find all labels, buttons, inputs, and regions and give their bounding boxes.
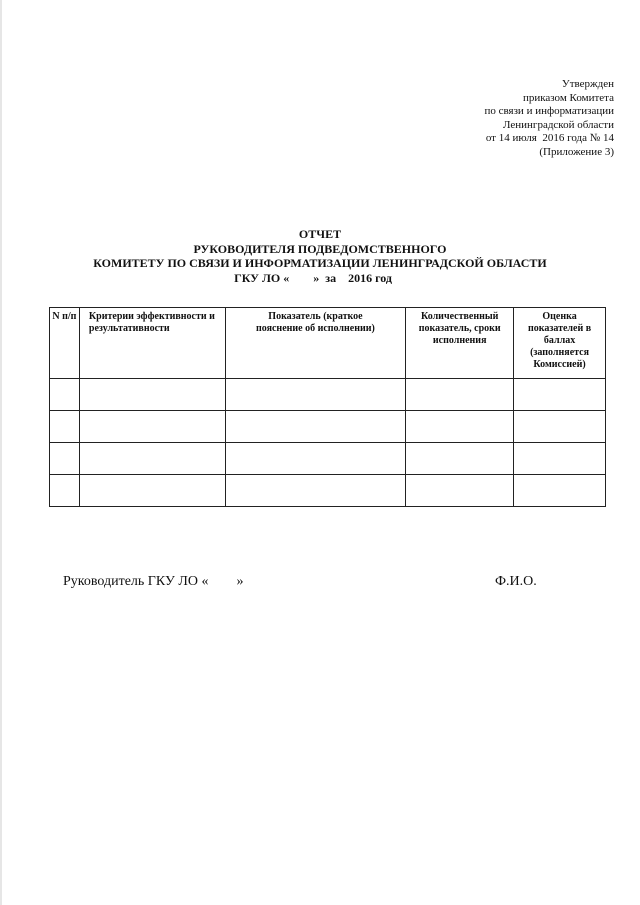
header-score: Оценка показателей в баллах (заполняется Комиссией): [514, 308, 606, 379]
header-number: N п/п: [50, 308, 80, 379]
table-row: [50, 443, 606, 475]
table-cell[interactable]: [79, 443, 225, 475]
table-cell[interactable]: [514, 443, 606, 475]
approval-line: Ленинградской области: [503, 118, 614, 131]
table-cell[interactable]: [79, 475, 225, 507]
approval-line: по связи и информатизации: [484, 105, 614, 117]
table-cell[interactable]: [50, 379, 80, 411]
signature-name: Ф.И.О.: [495, 574, 537, 589]
table-cell[interactable]: [406, 475, 514, 507]
table-cell[interactable]: [79, 379, 225, 411]
approval-line: (Приложение 3): [539, 145, 614, 158]
table-cell[interactable]: [514, 411, 606, 443]
table-cell[interactable]: [406, 411, 514, 443]
table-cell[interactable]: [50, 475, 80, 507]
table-cell[interactable]: [79, 411, 225, 443]
header-criteria: Критерии эффективности и результативности: [79, 308, 225, 379]
title-line: ОТЧЕТ: [298, 227, 342, 241]
table-cell[interactable]: [225, 443, 406, 475]
approval-line: от 14 июля 2016 года № 14: [485, 132, 614, 144]
table-cell[interactable]: [514, 475, 606, 507]
title-line: ГКУ ЛО « » за 2016 год: [234, 270, 392, 285]
table-cell[interactable]: [225, 475, 406, 507]
table-header-row: [50, 308, 606, 379]
table-row: [50, 475, 606, 507]
header-quantity: Количественный показатель, сроки исполнения: [406, 308, 514, 379]
signature-position: Руководитель ГКУ ЛО « »: [63, 574, 244, 589]
table-row: [50, 379, 606, 411]
table-cell[interactable]: [225, 379, 406, 411]
table-cell[interactable]: [514, 379, 606, 411]
scan-edge: [0, 0, 2, 905]
table-cell[interactable]: [50, 443, 80, 475]
table-row: [50, 411, 606, 443]
approval-block: [484, 78, 614, 159]
title-line: РУКОВОДИТЕЛЯ ПОДВЕДОМСТВЕННОГО: [193, 241, 447, 256]
table-cell[interactable]: [225, 411, 406, 443]
table-cell[interactable]: [406, 379, 514, 411]
table-cell[interactable]: [50, 411, 80, 443]
report-table: [49, 307, 606, 507]
title-line: КОМИТЕТУ ПО СВЯЗИ И ИНФОРМАТИЗАЦИИ ЛЕНИНГРАДСКОЙ ОБЛАСТИ: [93, 256, 547, 270]
approval-line: приказом Комитета: [522, 91, 614, 104]
table-cell[interactable]: [406, 443, 514, 475]
document-title: [0, 227, 640, 285]
approval-line: Утвержден: [561, 78, 614, 90]
header-indicator: Показатель (краткое пояснение об исполнении): [225, 308, 406, 379]
